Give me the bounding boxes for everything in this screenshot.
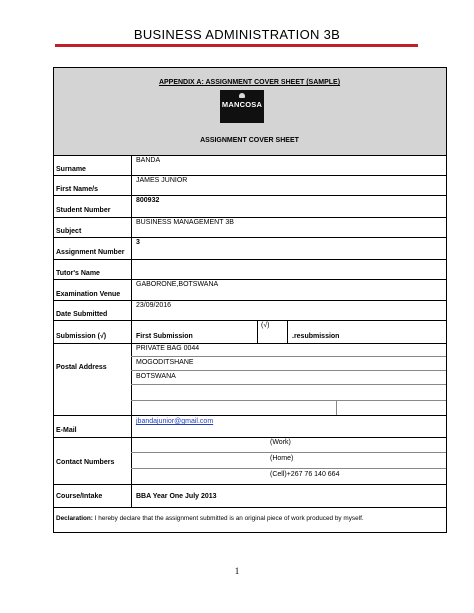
- resubmission-option[interactable]: .resubmission: [292, 333, 340, 340]
- header-rule: [55, 44, 418, 47]
- logo-text: MANCOSA: [221, 100, 263, 109]
- tutor-name-label: Tutor's Name: [56, 270, 100, 277]
- address-line-rule: [131, 400, 446, 401]
- declaration-label: Declaration:: [56, 515, 93, 522]
- first-submission-option[interactable]: First Submission: [136, 333, 193, 340]
- table-border-bottom: [53, 532, 447, 533]
- submission-tick[interactable]: (√): [261, 322, 270, 329]
- logo-emblem-icon: [239, 93, 245, 98]
- row-rule: [53, 320, 447, 321]
- row-rule: [53, 175, 447, 176]
- sheet-heading: ASSIGNMENT COVER SHEET: [200, 137, 299, 144]
- row-rule: [53, 484, 447, 485]
- address-line-rule: [131, 370, 446, 371]
- submission-divider: [257, 320, 258, 343]
- surname-value[interactable]: BANDA: [136, 157, 161, 164]
- postal-address-line-2[interactable]: MOGODITSHANE: [136, 359, 194, 366]
- first-names-value[interactable]: JAMES JUNIOR: [136, 177, 188, 184]
- row-rule: [53, 507, 447, 508]
- address-line-rule: [131, 356, 446, 357]
- logo-tagline: MANAGEMENT COLLEGE OF SOUTHERN AFRICA: [223, 111, 261, 112]
- course-intake-value[interactable]: BBA Year One July 2013: [136, 493, 217, 500]
- row-rule: [53, 437, 447, 438]
- page-number: 1: [234, 566, 240, 576]
- row-rule: [53, 217, 447, 218]
- row-rule: [53, 195, 447, 196]
- exam-venue-value[interactable]: GABORONE,BOTSWANA: [136, 281, 219, 288]
- appendix-title: APPENDIX A: ASSIGNMENT COVER SHEET (SAMPLE): [158, 79, 341, 86]
- email-link[interactable]: jbandajunior@gmail.com: [136, 418, 214, 425]
- submission-divider: [287, 320, 288, 343]
- declaration: [56, 515, 364, 522]
- date-submitted-value[interactable]: 23/09/2016: [136, 302, 172, 309]
- course-intake-label: Course/Intake: [56, 493, 103, 500]
- postal-address-line-1[interactable]: PRIVATE BAG 0044: [136, 345, 200, 352]
- row-rule: [53, 279, 447, 280]
- row-rule: [53, 415, 447, 416]
- home-phone-value[interactable]: (Home): [270, 455, 294, 462]
- declaration-text: I hereby declare that the assignment submitted is an original piece of work produced by myself.: [94, 515, 364, 522]
- contact-line-rule: [131, 452, 446, 453]
- postal-address-label: Postal Address: [56, 364, 107, 371]
- row-rule: [53, 343, 447, 344]
- mancosa-logo: [220, 90, 264, 123]
- student-number-value[interactable]: 800932: [136, 197, 160, 204]
- cell-phone-value[interactable]: (Cell)+267 76 140 664: [270, 471, 340, 478]
- subject-value[interactable]: BUSINESS MANAGEMENT 3B: [136, 219, 234, 226]
- surname-label: Surname: [56, 166, 86, 173]
- assignment-number-label: Assignment Number: [56, 249, 125, 256]
- contact-line-rule: [131, 468, 446, 469]
- address-cell-divider: [336, 400, 337, 415]
- exam-venue-label: Examination Venue: [56, 291, 121, 298]
- contact-numbers-label: Contact Numbers: [56, 459, 115, 466]
- email-label: E-Mail: [56, 427, 77, 434]
- address-line-rule: [131, 384, 446, 385]
- subject-label: Subject: [56, 228, 82, 235]
- page-title: BUSINESS ADMINISTRATION 3B: [133, 27, 341, 42]
- table-border-top: [53, 67, 447, 68]
- submission-label: Submission (√): [56, 333, 107, 340]
- column-divider: [131, 155, 132, 507]
- row-rule: [53, 259, 447, 260]
- postal-address-line-3[interactable]: BOTSWANA: [136, 373, 176, 380]
- first-names-label: First Name/s: [56, 186, 99, 193]
- row-rule: [53, 237, 447, 238]
- work-phone-value[interactable]: (Work): [270, 439, 291, 446]
- assignment-number-value[interactable]: 3: [136, 239, 140, 246]
- student-number-label: Student Number: [56, 207, 111, 214]
- row-rule: [53, 155, 447, 156]
- row-rule: [53, 300, 447, 301]
- date-submitted-label: Date Submitted: [56, 311, 108, 318]
